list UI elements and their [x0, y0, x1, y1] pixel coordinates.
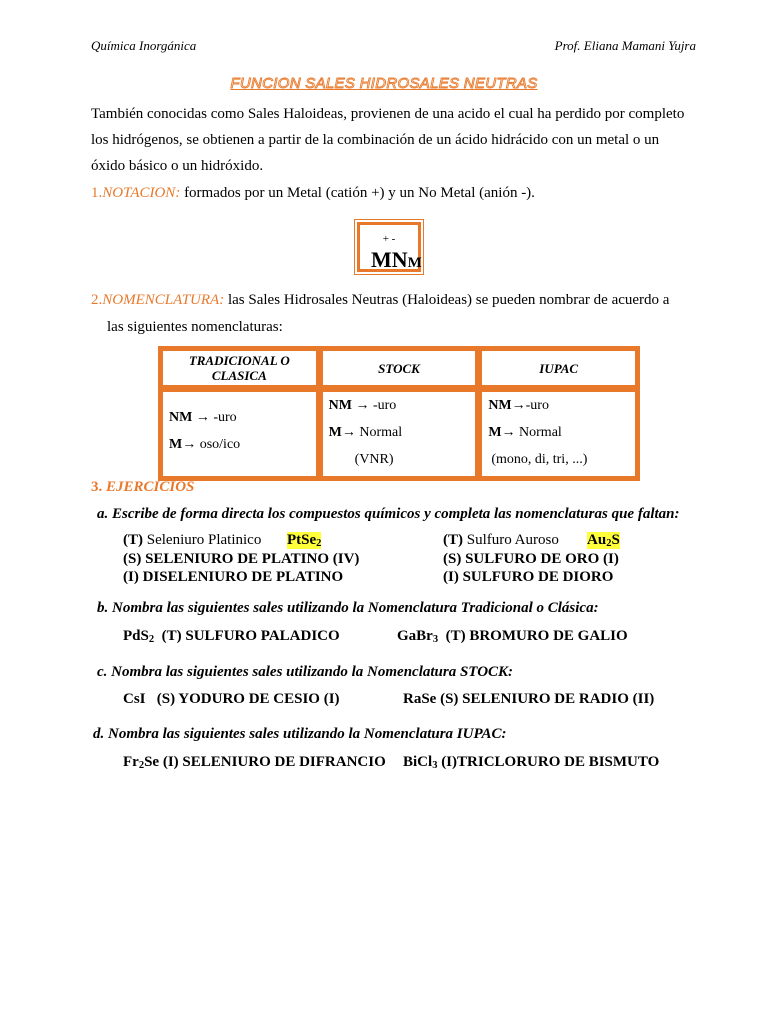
exercise-a-left-i: (I) DISELENIURO DE PLATINO: [123, 569, 344, 585]
table-cell: [161, 390, 318, 478]
cell-line: [169, 431, 310, 458]
exercise-b-item-1: [123, 628, 340, 645]
section-number: 1.: [91, 185, 103, 201]
charge-signs: + -: [382, 233, 396, 245]
intro-line-1: También conocidas como Sales Haloideas, provienen de una acido el cual ha perdido por completo: [91, 106, 685, 122]
section-nomenclature: [91, 292, 669, 309]
formula-subscript: M: [407, 255, 422, 271]
cell-text: → -uro: [192, 410, 237, 425]
exercise-a-left-formula: [287, 532, 321, 549]
exercise-a-right-s: (S) SULFURO DE ORO (I): [443, 551, 619, 567]
item-name: (I)TRICLORURO DE BISMUTO: [437, 754, 660, 770]
cell-line: [488, 392, 629, 419]
intro-line-2: los hidrógenos, se obtienen a partir de la combinación de un ácido hidrácido con un metal o un: [91, 132, 660, 148]
formula-main: BiCl: [403, 754, 433, 770]
exercise-c-prompt: c. Nombra las siguientes sales utilizando la Nomenclatura STOCK:: [97, 664, 514, 680]
formula-main: MN: [371, 247, 408, 272]
table-header: STOCK: [321, 349, 478, 387]
formula-tail: S: [611, 532, 620, 548]
formula-sub: 2: [606, 538, 612, 549]
header-subject: Química Inorgánica: [91, 38, 197, 53]
page-title: FUNCION SALES HIDROSALES NEUTRAS: [230, 75, 538, 92]
item-name: Se (I) SELENIURO DE DIFRANCIO: [144, 754, 386, 770]
table-header: TRADICIONAL O CLASICA: [161, 349, 318, 387]
cell-line: (VNR): [354, 452, 394, 467]
text: Sulfuro Auroso: [463, 532, 559, 548]
cell-bold: NM: [169, 410, 193, 425]
formula-sub: 2: [138, 760, 145, 771]
header-teacher: Prof. Eliana Mamani Yujra: [554, 38, 696, 53]
exercise-a-prompt: a. Escribe de forma directa los compuestos químicos y completa las nomenclaturas que faltan:: [97, 506, 680, 522]
section-label: EJERCICIOS: [106, 479, 195, 495]
table-row: [161, 390, 637, 478]
cell-bold: NM: [328, 398, 352, 413]
formula-sub: 2: [316, 538, 322, 549]
cell-text: → oso/ico: [182, 437, 241, 452]
formula-main: PtSe: [287, 532, 317, 548]
intro-line-3: óxido básico o un hidróxido.: [91, 158, 264, 174]
formula-main: GaBr: [397, 628, 433, 644]
section-number: 3.: [91, 479, 103, 495]
cell-text: →-uro: [511, 398, 549, 413]
section-text: las Sales Hidrosales Neutras (Haloideas) se pueden nombrar de acuerdo a: [224, 292, 670, 308]
exercise-d-item-2: [403, 754, 659, 771]
table-header: IUPAC: [480, 349, 637, 387]
cell-text: → Normal: [341, 425, 403, 440]
cell-bold: M: [488, 425, 502, 440]
exercise-b-prompt: b. Nombra las siguientes sales utilizando la Nomenclatura Tradicional o Clásica:: [97, 600, 599, 616]
cell-line: (mono, di, tri, ...): [491, 452, 588, 467]
exercise-c-item-2: RaSe (S) SELENIURO DE RADIO (II): [403, 691, 655, 707]
cell-bold: NM: [488, 398, 512, 413]
section-label: NOMENCLATURA:: [102, 292, 225, 308]
text: Seleniuro Platinico: [143, 532, 262, 548]
cell-bold: M: [328, 425, 342, 440]
item-name: (T) SULFURO PALADICO: [154, 628, 340, 644]
cell-bold: M: [169, 437, 183, 452]
section-label: NOTACION:: [102, 185, 181, 201]
item-name: (T) BROMURO DE GALIO: [438, 628, 628, 644]
intro-paragraph: [91, 101, 696, 179]
exercise-b-item-2: [397, 628, 628, 645]
section-number: 2.: [91, 292, 103, 308]
exercise-a-left-s: (S) SELENIURO DE PLATINO (IV): [123, 551, 360, 567]
cell-line: [329, 419, 470, 446]
formula-main: PdS: [123, 628, 149, 644]
cell-line: [169, 404, 310, 431]
cell-text: → -uro: [351, 398, 397, 413]
section-exercises: [91, 479, 194, 496]
nomenclature-table: [158, 346, 640, 481]
section-text: formados por un Metal (catión +) y un No Metal (anión -).: [180, 185, 535, 201]
formula-sub: 2: [148, 634, 155, 645]
notation-box: [357, 222, 421, 272]
exercise-a-right-i: (I) SULFURO DE DIORO: [443, 569, 614, 585]
cell-line: [488, 419, 629, 446]
tag: (T): [123, 532, 143, 548]
formula-main: Au: [587, 532, 607, 548]
formula-sub: 3: [432, 760, 438, 771]
formula-sub: 3: [432, 634, 439, 645]
cell-text: → Normal: [501, 425, 562, 440]
exercise-a-left-t: [123, 532, 261, 549]
exercise-c-item-1: CsI (S) YODURO DE CESIO (I): [123, 691, 340, 707]
exercise-a-right-formula: [587, 532, 620, 549]
notation-formula: [371, 247, 422, 273]
table-header-row: [161, 349, 637, 387]
formula-main: Fr: [123, 754, 139, 770]
exercise-a-right-t: [443, 532, 559, 549]
tag: (T): [443, 532, 463, 548]
table-cell: [480, 390, 637, 478]
section-notation: [91, 185, 535, 202]
exercise-d-item-1: [123, 754, 386, 771]
cell-line: [329, 392, 470, 419]
table-cell: [321, 390, 478, 478]
section-nomenclature-cont: las siguientes nomenclaturas:: [107, 319, 283, 335]
exercise-d-prompt: d. Nombra las siguientes sales utilizando la Nomenclatura IUPAC:: [93, 726, 507, 742]
